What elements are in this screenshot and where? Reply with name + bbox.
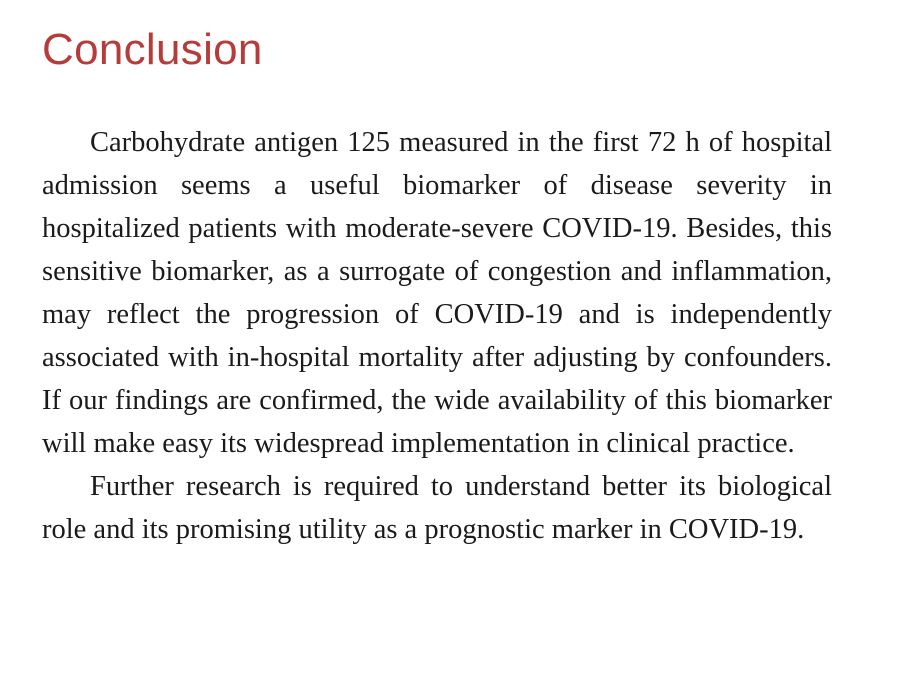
paragraph: Carbohydrate antigen 125 measured in the first 72 h of hospital admission seems a useful biomarker of disease severity in hospitalized patients with moderate-severe COVID-19. Besides, this sensitive biomarker, as a surrogate of congestion and inflammation, may reflect the progression of COVID-19 and is independently associated with in-hospital mortality after adjusting by confounders. If our findings are confirmed, the wide availability of this biomarker will make easy its widespread implementation in clinical practice.	[42, 127, 832, 459]
section-body	[42, 121, 832, 551]
paragraph: Further research is required to understand better its biological role and its promising utility as a prognostic marker in COVID-19.	[42, 471, 832, 545]
section-heading: Conclusion	[42, 25, 263, 74]
